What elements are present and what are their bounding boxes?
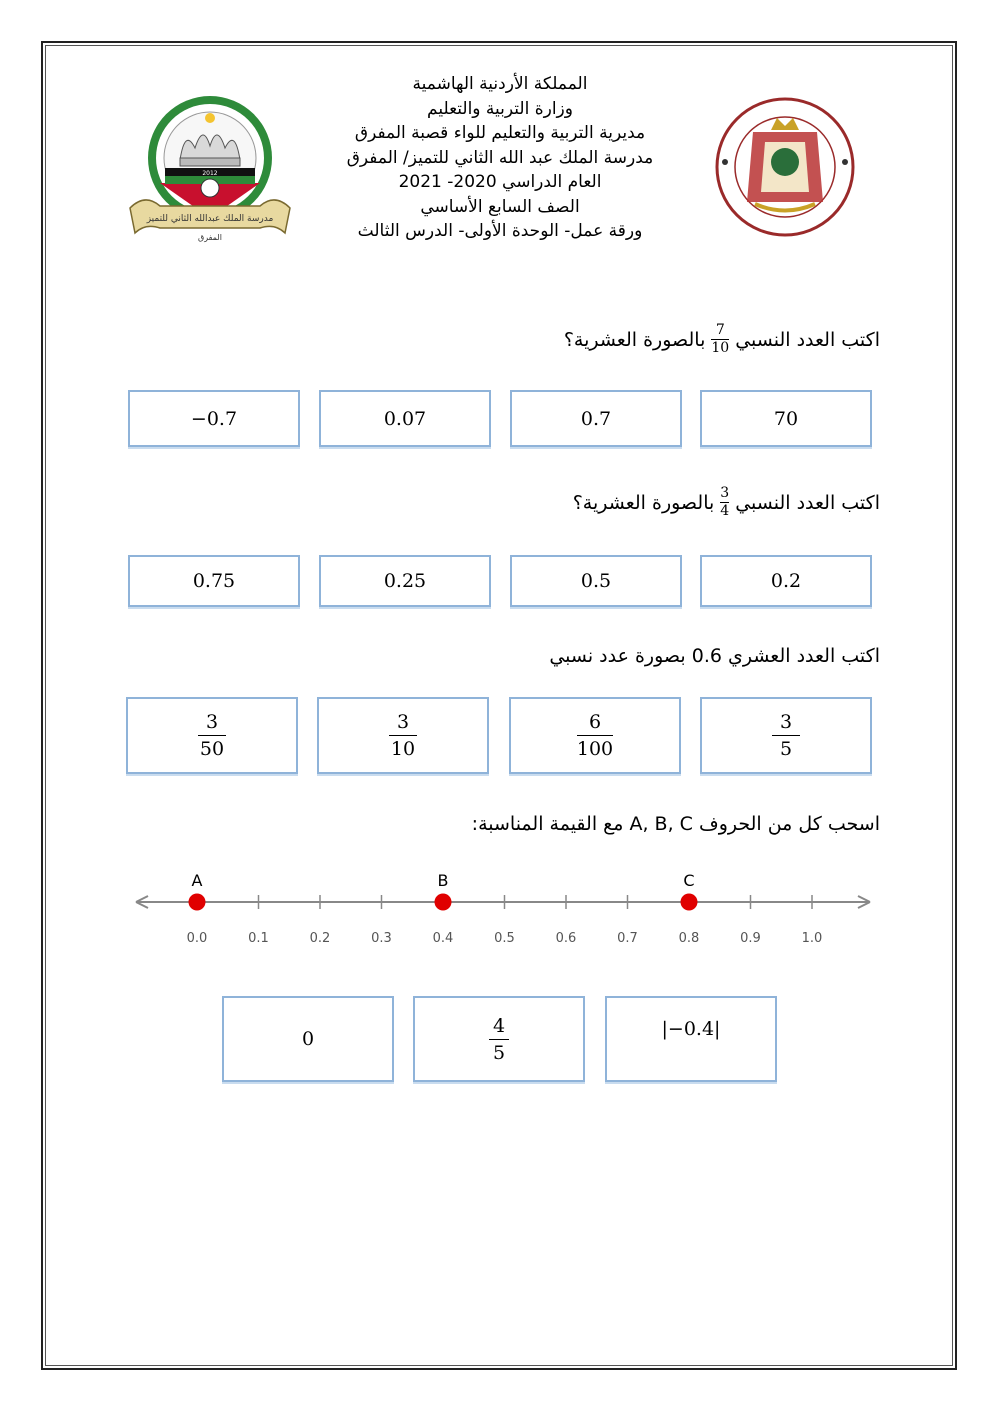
q3-answer-3[interactable] xyxy=(509,697,681,774)
q1-answer-4[interactable] xyxy=(700,390,872,447)
school-logo-banner: مدرسة الملك عبدالله الثاني للتميز xyxy=(146,214,274,224)
q1-answer-1-text: −0.7 xyxy=(190,407,238,430)
q3-answer-1-num: 3 xyxy=(205,711,219,733)
q2-answer-1-text: 0.75 xyxy=(192,570,236,592)
drag-item-abs-value[interactable] xyxy=(605,996,777,1082)
number-line-point-label-b: B xyxy=(437,871,449,890)
q3-answer-2-fraction xyxy=(389,709,417,762)
question-1-denominator: 10 xyxy=(711,340,730,356)
header-block xyxy=(320,72,680,244)
header-ministry: وزارة التربية والتعليم xyxy=(427,98,573,119)
ministry-logo xyxy=(705,92,865,242)
number-line-point-label-a: A xyxy=(191,871,203,890)
number-line-tick-label: 0.3 xyxy=(371,931,392,946)
question-4-text: اسحب كل من الحروف A, B, C مع القيمة المناسبة: xyxy=(471,813,880,835)
q1-answer-3-text: 0.7 xyxy=(580,407,612,430)
drag-item-abs-value-text: |−0.4| xyxy=(661,1018,721,1040)
question-2-denominator: 4 xyxy=(720,503,730,519)
q1-answer-3[interactable] xyxy=(510,390,682,447)
q1-answer-2[interactable] xyxy=(319,390,491,447)
q3-answer-4-den: 5 xyxy=(779,738,793,760)
q2-answer-1[interactable] xyxy=(128,555,300,607)
question-1-fraction xyxy=(711,322,729,357)
question-2-fraction xyxy=(720,485,729,520)
q3-answer-3-den: 100 xyxy=(576,738,614,760)
number-line-tick-label: 0.0 xyxy=(186,931,208,946)
number-line-tick-label: 1.0 xyxy=(801,931,823,946)
number-line-point-label-c: C xyxy=(683,871,695,890)
q3-answer-4-fraction xyxy=(772,709,800,762)
header-worksheet: ورقة عمل- الوحدة الأولى- الدرس الثالث xyxy=(357,221,643,241)
q3-answer-1-fraction xyxy=(198,709,226,762)
q3-answer-2-den: 10 xyxy=(390,738,416,760)
drag-item-zero-text: 0 xyxy=(301,1028,315,1050)
q3-answer-1-den: 50 xyxy=(199,738,225,760)
header-school: مدرسة الملك عبد الله الثاني للتميز/ المفرق xyxy=(346,147,654,168)
q2-answer-4[interactable] xyxy=(700,555,872,607)
header-grade: الصف السابع الأساسي xyxy=(420,196,580,217)
drag-item-four-fifths-fraction xyxy=(489,1013,509,1066)
q1-answer-1[interactable] xyxy=(128,390,300,447)
drag-item-four-fifths-num: 4 xyxy=(492,1014,506,1037)
q2-answer-3[interactable] xyxy=(510,555,682,607)
q3-answer-2-num: 3 xyxy=(396,711,410,733)
q3-answer-3-fraction xyxy=(577,709,613,762)
q1-answer-4-text: 70 xyxy=(773,407,799,430)
question-4 xyxy=(472,813,880,835)
number-line-tick-label: 0.7 xyxy=(617,931,638,946)
q3-answer-4-num: 3 xyxy=(779,711,793,733)
number-line-point-c xyxy=(681,894,698,911)
question-2-after: بالصورة العشرية؟ xyxy=(572,491,715,514)
number-line-tick-label: 0.8 xyxy=(678,931,700,946)
q3-answer-4[interactable] xyxy=(700,697,872,774)
q2-answer-4-text: 0.2 xyxy=(770,570,802,592)
school-logo-sub: المفرق xyxy=(198,233,222,242)
header-kingdom: المملكة الأردنية الهاشمية xyxy=(412,74,588,94)
q2-answer-3-text: 0.5 xyxy=(580,570,612,592)
number-line-tick-label: 0.6 xyxy=(555,931,577,946)
question-2-before: اكتب العدد النسبي xyxy=(735,491,880,514)
number-line-tick-label: 0.9 xyxy=(740,931,761,946)
question-1-numerator: 7 xyxy=(715,322,725,338)
header-year: العام الدراسي 2020- 2021 xyxy=(398,172,602,192)
number-line-tick-label: 0.4 xyxy=(432,931,454,946)
question-2-numerator: 3 xyxy=(720,485,730,501)
number-line xyxy=(120,862,890,954)
q3-answer-3-num: 6 xyxy=(588,711,602,733)
question-3 xyxy=(549,645,880,667)
school-logo-year: 2012 xyxy=(202,170,218,177)
question-1 xyxy=(564,322,880,357)
question-1-after: بالصورة العشرية؟ xyxy=(563,328,706,351)
drag-item-four-fifths[interactable] xyxy=(413,996,585,1082)
question-2 xyxy=(573,485,880,520)
number-line-tick-label: 0.2 xyxy=(309,931,331,946)
number-line-tick-label: 0.1 xyxy=(248,931,269,946)
number-line-tick-label: 0.5 xyxy=(494,931,515,946)
header-directorate: مديرية التربية والتعليم للواء قصبة المفرق xyxy=(354,123,646,143)
question-3-text: اكتب العدد العشري 0.6 بصورة عدد نسبي xyxy=(549,645,880,667)
number-line-point-a xyxy=(189,894,206,911)
drag-item-four-fifths-den: 5 xyxy=(492,1041,506,1064)
q1-answer-2-text: 0.07 xyxy=(383,407,427,430)
number-line-point-b xyxy=(435,894,452,911)
q3-answer-2[interactable] xyxy=(317,697,489,774)
q2-answer-2[interactable] xyxy=(319,555,491,607)
q3-answer-1[interactable] xyxy=(126,697,298,774)
question-1-before: اكتب العدد النسبي xyxy=(735,328,880,351)
school-logo xyxy=(125,88,295,248)
q2-answer-2-text: 0.25 xyxy=(383,570,427,592)
drag-item-zero[interactable] xyxy=(222,996,394,1082)
